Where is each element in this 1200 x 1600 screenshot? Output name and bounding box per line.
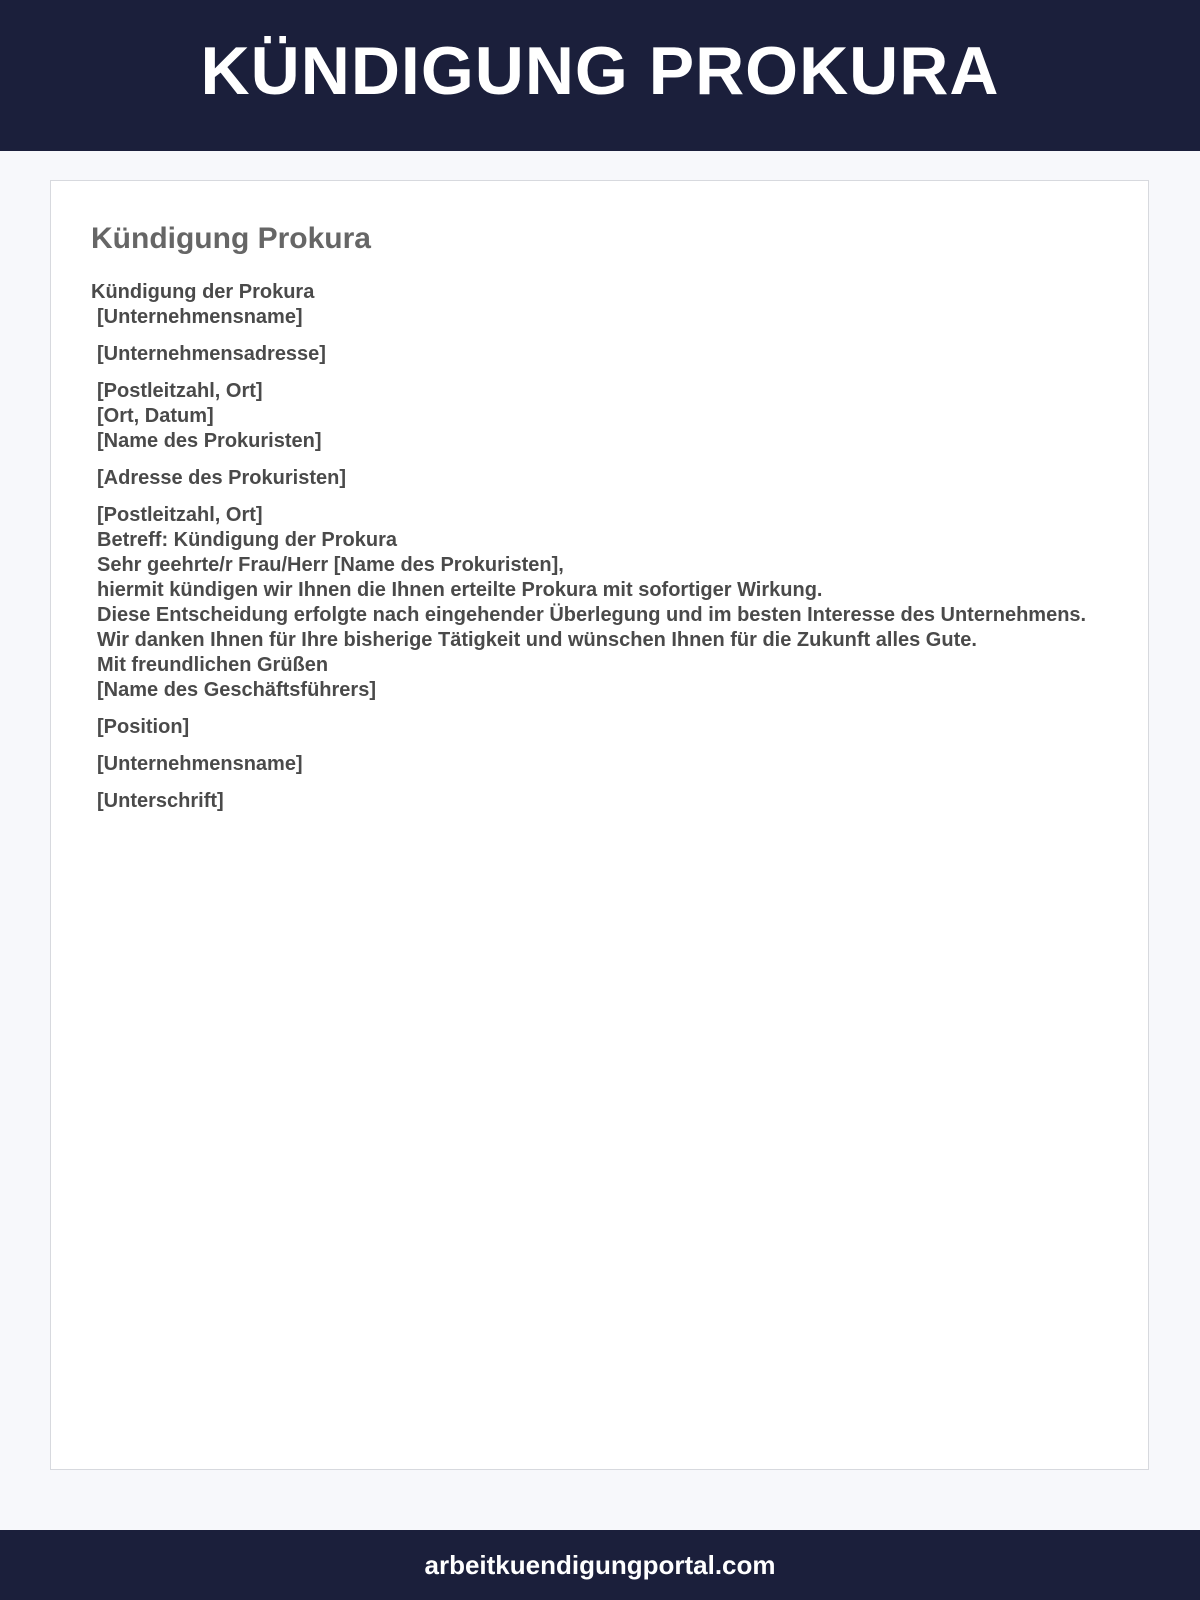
letter-line-body-3: Wir danken Ihnen für Ihre bisherige Tätigkeit und wünschen Ihnen für die Zukunft alles Gute. xyxy=(97,629,977,651)
letter-line-salutation: Sehr geehrte/r Frau/Herr [Name des Prokuristen], xyxy=(97,554,564,576)
letter-body xyxy=(91,280,1121,814)
page-footer xyxy=(0,1530,1200,1600)
letter-line-position: [Position] xyxy=(97,716,190,738)
document-card xyxy=(50,180,1149,1470)
letter-line-recipient-name: [Name des Prokuristen] xyxy=(97,430,322,452)
letter-line-closing: Mit freundlichen Grüßen xyxy=(97,654,329,676)
document-title: Kündigung Prokura xyxy=(91,222,371,255)
letter-line-subject: Betreff: Kündigung der Prokura xyxy=(97,529,398,551)
letter-line-signer-company: [Unternehmensname] xyxy=(97,753,303,775)
letter-line-signature: [Unterschrift] xyxy=(97,790,224,812)
letter-heading: Kündigung der Prokura xyxy=(91,281,315,303)
letter-line-recipient-postal-city: [Postleitzahl, Ort] xyxy=(97,504,263,526)
footer-site-name: arbeitkuendigungportal.com xyxy=(424,1549,776,1580)
letter-line-body-2: Diese Entscheidung erfolgte nach eingehender Überlegung und im besten Interesse des Unternehmens. xyxy=(97,604,1087,626)
letter-line-company-address: [Unternehmensadresse] xyxy=(97,343,326,365)
letter-line-signer-name: [Name des Geschäftsführers] xyxy=(97,679,376,701)
page-header xyxy=(0,0,1200,151)
letter-line-place-date: [Ort, Datum] xyxy=(97,405,214,427)
letter-line-company-postal-city: [Postleitzahl, Ort] xyxy=(97,380,263,402)
header-title: KÜNDIGUNG PROKURA xyxy=(200,32,1000,109)
letter-line-body-1: hiermit kündigen wir Ihnen die Ihnen erteilte Prokura mit sofortiger Wirkung. xyxy=(97,579,823,601)
letter-line-recipient-address: [Adresse des Prokuristen] xyxy=(97,467,346,489)
letter-line-company-name: [Unternehmensname] xyxy=(97,306,303,328)
